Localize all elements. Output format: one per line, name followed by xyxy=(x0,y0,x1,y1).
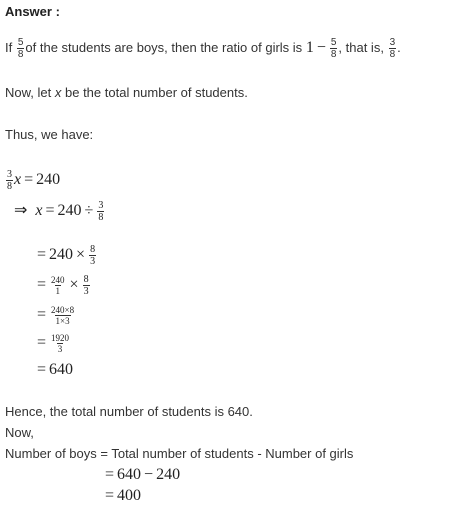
fraction-numerator: 8 xyxy=(83,274,89,285)
equals-sign: = xyxy=(24,171,34,189)
equation-step-5 xyxy=(37,305,76,326)
value-240: 240 xyxy=(156,466,181,483)
value-240: 240 xyxy=(49,246,74,264)
fraction-denominator: 3 xyxy=(83,286,89,297)
fraction-denominator: 8 xyxy=(389,49,396,60)
fraction-three-eighths xyxy=(6,169,13,192)
equals-sign: = xyxy=(37,276,47,294)
intro-sentence xyxy=(5,37,401,60)
value-240: 240 xyxy=(57,202,82,220)
math-one: 1 xyxy=(305,38,314,56)
fraction-numerator: 240×8 xyxy=(51,305,75,315)
fraction-three-eighths xyxy=(97,200,104,223)
math-minus: − xyxy=(316,38,326,56)
fraction-numerator: 3 xyxy=(389,37,396,48)
fraction-denominator: 1×3 xyxy=(55,316,70,326)
let-text-post: be the total number of students. xyxy=(65,85,248,100)
fraction-numerator: 5 xyxy=(330,37,337,48)
boys-formula-sentence: Number of boys = Total number of students - Number of girls xyxy=(5,446,354,461)
value-640: 640 xyxy=(49,361,74,378)
fraction-240-over-1 xyxy=(50,275,66,296)
fraction-denominator: 1 xyxy=(55,286,61,296)
fraction-denominator: 8 xyxy=(98,212,104,223)
minus-sign: − xyxy=(144,466,154,483)
equation-step-4 xyxy=(37,274,91,297)
equation-step-2 xyxy=(14,200,105,223)
fraction-denominator: 8 xyxy=(7,181,12,192)
fraction-denominator: 3 xyxy=(57,344,63,354)
intro-text-4: . xyxy=(397,39,401,55)
fraction-denominator: 8 xyxy=(330,49,337,60)
hence-sentence: Hence, the total number of students is 640. xyxy=(5,404,253,419)
equation-step-1 xyxy=(5,169,60,192)
value-240: 240 xyxy=(36,171,61,189)
fraction-five-eighths xyxy=(17,37,25,60)
fraction-numerator: 3 xyxy=(98,200,104,211)
equals-sign: = xyxy=(45,202,55,220)
now-sentence: Now, xyxy=(5,425,34,440)
fraction-numerator: 8 xyxy=(90,244,96,255)
boys-step-2 xyxy=(105,487,141,505)
fraction-product xyxy=(50,305,75,326)
divide-sign: ÷ xyxy=(84,202,94,220)
let-x-sentence xyxy=(5,85,248,100)
value-640: 640 xyxy=(117,466,142,483)
thus-sentence: Thus, we have: xyxy=(5,127,94,142)
equals-sign: = xyxy=(37,334,47,352)
equals-sign: = xyxy=(37,306,47,324)
equals-sign: = xyxy=(105,487,115,504)
boys-step-1 xyxy=(105,466,180,484)
fraction-numerator: 1920 xyxy=(51,333,70,343)
intro-text-2: of the students are boys, then the ratio of girls is xyxy=(25,39,303,55)
variable-x: x xyxy=(35,202,43,220)
fraction-1920-over-3 xyxy=(50,333,70,354)
equals-sign: = xyxy=(105,466,115,483)
equation-step-7 xyxy=(37,361,73,379)
intro-text-3: , that is, xyxy=(338,39,384,55)
fraction-three-eighths xyxy=(389,37,397,60)
fraction-numerator: 240 xyxy=(51,275,65,285)
fraction-denominator: 3 xyxy=(90,256,96,267)
implies-arrow-icon: ⇒ xyxy=(14,202,28,220)
fraction-numerator: 5 xyxy=(17,37,24,48)
value-400: 400 xyxy=(117,487,142,504)
equation-step-3 xyxy=(37,244,97,267)
fraction-denominator: 8 xyxy=(17,49,24,60)
equals-sign: = xyxy=(37,246,47,264)
times-sign: × xyxy=(69,276,79,294)
fraction-eight-thirds xyxy=(89,244,96,267)
fraction-numerator: 3 xyxy=(7,169,12,180)
answer-heading: Answer : xyxy=(5,4,60,19)
times-sign: × xyxy=(76,246,86,264)
let-text-pre: Now, let xyxy=(5,85,52,100)
intro-text-1: If xyxy=(5,39,13,55)
equation-step-6 xyxy=(37,333,71,354)
equals-sign: = xyxy=(37,361,47,378)
fraction-eight-thirds xyxy=(83,274,90,297)
variable-x: x xyxy=(14,171,22,189)
variable-x: x xyxy=(54,85,62,100)
fraction-five-eighths-2 xyxy=(330,37,338,60)
